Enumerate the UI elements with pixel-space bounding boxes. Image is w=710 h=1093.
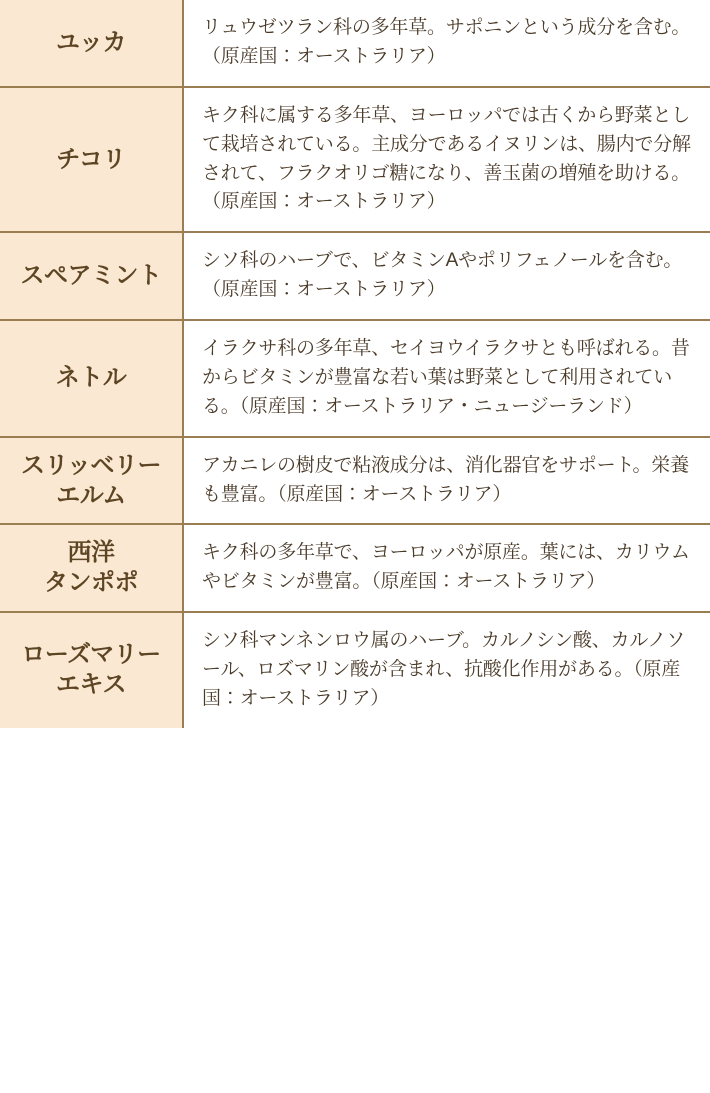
ingredient-description-cell: シソ科マンネンロウ属のハーブ。カルノシン酸、カルノソール、ロズマリン酸が含まれ、抗酸化作用がある。（原産国：オーストラリア） <box>183 612 710 728</box>
table-row <box>0 0 710 87</box>
table-row <box>0 232 710 320</box>
table-row <box>0 524 710 612</box>
ingredient-name-line: ネトル <box>55 364 127 392</box>
ingredient-name-cell <box>0 232 183 320</box>
ingredient-name-line: タンポポ <box>44 569 138 597</box>
ingredient-name-line: エキス <box>55 671 127 699</box>
ingredient-name-cell <box>0 612 183 728</box>
ingredient-description-cell: イラクサ科の多年草、セイヨウイラクサとも呼ばれる。昔からビタミンが豊富な若い葉は野菜として利用されている。（原産国：オーストラリア・ニュージーランド） <box>183 320 710 437</box>
ingredient-name-cell <box>0 87 183 233</box>
ingredient-name-line: エルム <box>56 481 126 509</box>
ingredient-description-cell: キク科に属する多年草、ヨーロッパでは古くから野菜として栽培されている。主成分であるイヌリンは、腸内で分解されて、フラクオリゴ糖になり、善玉菌の増殖を助ける。（原産国：オーストラリア） <box>183 87 710 233</box>
ingredient-name-line: チコリ <box>56 145 126 173</box>
ingredient-name-cell <box>0 320 183 437</box>
ingredient-description-cell: リュウゼツラン科の多年草。サポニンという成分を含む。（原産国：オーストラリア） <box>183 0 710 87</box>
ingredient-name-cell <box>0 0 183 87</box>
ingredient-name-line: スペアミント <box>20 262 162 290</box>
ingredient-name-line: スリッベリー <box>20 451 162 479</box>
ingredient-name-cell <box>0 524 183 612</box>
ingredient-name-line: ローズマリー <box>21 641 161 669</box>
table-row <box>0 320 710 437</box>
ingredient-description-cell: アカニレの樹皮で粘液成分は、消化器官をサポート。栄養も豊富。（原産国：オーストラリア） <box>183 437 710 525</box>
ingredient-name-line: ユッカ <box>55 28 127 56</box>
table-row <box>0 87 710 233</box>
ingredient-name-cell <box>0 437 183 525</box>
ingredient-name-line: 西洋 <box>67 539 115 567</box>
ingredient-description-cell: シソ科のハーブで、ビタミンAやポリフェノールを含む。（原産国：オーストラリア） <box>183 232 710 320</box>
table-row <box>0 612 710 728</box>
ingredient-description-cell: キク科の多年草で、ヨーロッパが原産。葉には、カリウムやビタミンが豊富。（原産国：オーストラリア） <box>183 524 710 612</box>
table-row <box>0 437 710 525</box>
